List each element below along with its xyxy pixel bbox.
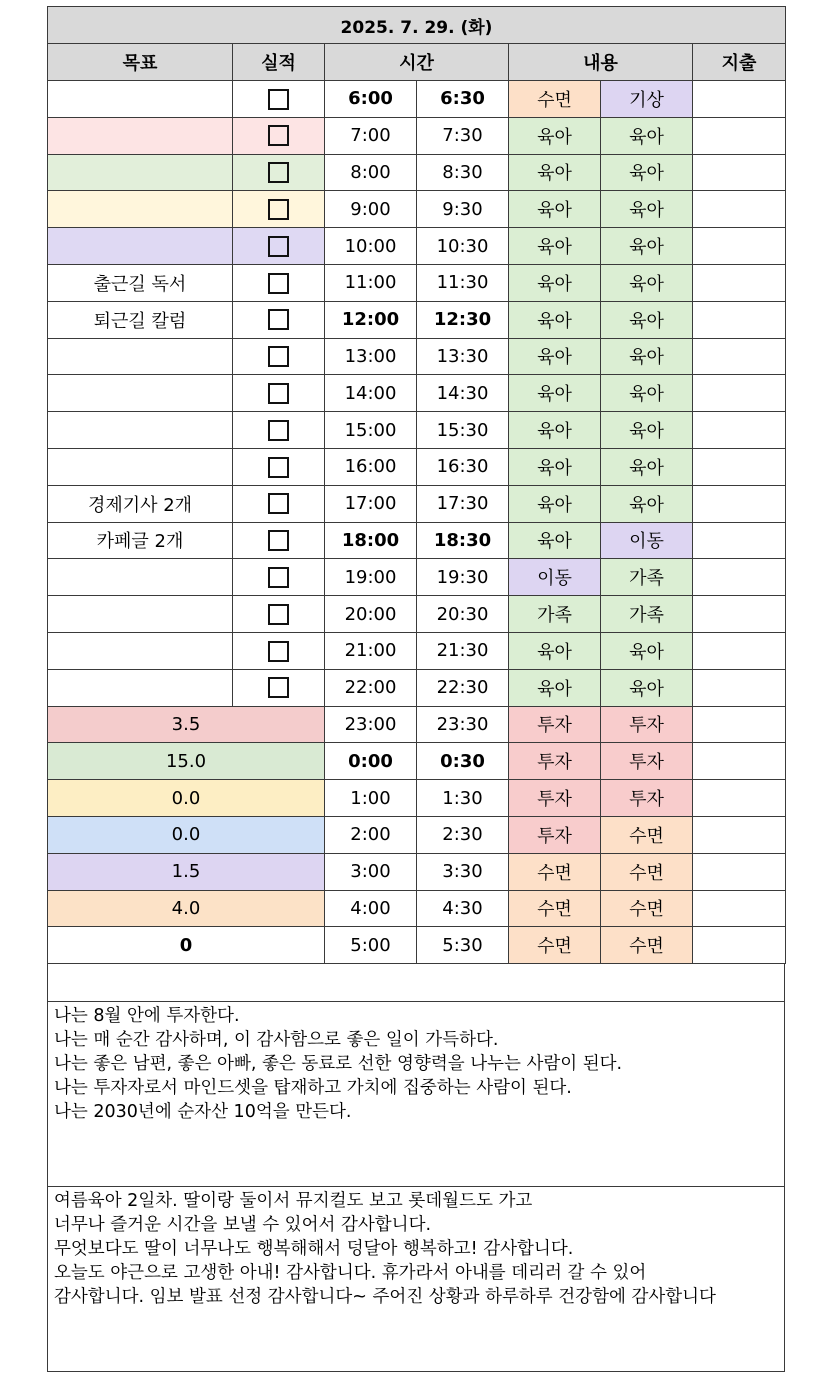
content-cell[interactable]: 수면 xyxy=(601,816,693,853)
done-cell xyxy=(233,412,325,449)
header-time: 시간 xyxy=(325,44,509,81)
affirmations-box[interactable] xyxy=(47,1002,785,1187)
goal-cell[interactable] xyxy=(48,154,233,191)
content-cell[interactable]: 육아 xyxy=(601,228,693,265)
time-half: 18:30 xyxy=(417,522,509,559)
schedule-row xyxy=(48,596,786,633)
goal-cell[interactable] xyxy=(48,448,233,485)
checkbox-icon[interactable] xyxy=(268,493,289,514)
spend-cell[interactable] xyxy=(693,706,786,743)
gratitude-line: 너무나 즐거운 시간을 보낼 수 있어서 감사합니다. xyxy=(54,1215,432,1236)
affirmation-line: 나는 좋은 남편, 좋은 아빠, 좋은 동료로 선한 영향력을 나누는 사람이 된다. xyxy=(54,1054,623,1075)
checkbox-icon[interactable] xyxy=(268,383,289,404)
schedule-row xyxy=(48,448,786,485)
time-start: 4:00 xyxy=(325,890,417,927)
content-cell[interactable]: 육아 xyxy=(509,228,601,265)
done-cell xyxy=(233,559,325,596)
time-start: 15:00 xyxy=(325,412,417,449)
time-half: 7:30 xyxy=(417,117,509,154)
time-start: 23:00 xyxy=(325,706,417,743)
spend-cell[interactable] xyxy=(693,412,786,449)
done-cell xyxy=(233,264,325,301)
goal-cell[interactable] xyxy=(48,669,233,706)
time-half: 19:30 xyxy=(417,559,509,596)
time-half: 22:30 xyxy=(417,669,509,706)
content-cell[interactable]: 수면 xyxy=(601,853,693,890)
content-cell[interactable]: 수면 xyxy=(509,927,601,964)
time-start: 14:00 xyxy=(325,375,417,412)
time-start: 18:00 xyxy=(325,522,417,559)
content-cell[interactable]: 이동 xyxy=(601,522,693,559)
content-cell[interactable]: 육아 xyxy=(509,191,601,228)
affirmation-line: 나는 투자자로서 마인드셋을 탑재하고 가치에 집중하는 사람이 된다. xyxy=(54,1078,572,1099)
time-start: 12:00 xyxy=(325,301,417,338)
goal-cell[interactable] xyxy=(48,412,233,449)
checkbox-icon[interactable] xyxy=(268,162,289,183)
content-cell[interactable]: 육아 xyxy=(601,412,693,449)
time-half: 8:30 xyxy=(417,154,509,191)
content-cell[interactable]: 육아 xyxy=(509,264,601,301)
spend-cell[interactable] xyxy=(693,743,786,780)
summary-cell[interactable]: 15.0 xyxy=(48,743,325,780)
schedule-row xyxy=(48,559,786,596)
checkbox-icon[interactable] xyxy=(268,420,289,441)
time-start: 20:00 xyxy=(325,596,417,633)
spend-cell[interactable] xyxy=(693,228,786,265)
checkbox-icon[interactable] xyxy=(268,530,289,551)
spend-cell[interactable] xyxy=(693,816,786,853)
schedule-row xyxy=(48,301,786,338)
done-cell xyxy=(233,485,325,522)
schedule-table xyxy=(47,6,786,964)
checkbox-icon[interactable] xyxy=(268,89,289,110)
content-cell[interactable]: 수면 xyxy=(601,890,693,927)
time-start: 6:00 xyxy=(325,81,417,118)
content-cell[interactable]: 육아 xyxy=(601,264,693,301)
time-start: 22:00 xyxy=(325,669,417,706)
done-cell xyxy=(233,154,325,191)
content-cell[interactable]: 육아 xyxy=(601,301,693,338)
schedule-row xyxy=(48,522,786,559)
content-cell[interactable]: 투자 xyxy=(601,706,693,743)
checkbox-icon[interactable] xyxy=(268,641,289,662)
time-half: 16:30 xyxy=(417,448,509,485)
checkbox-icon[interactable] xyxy=(268,457,289,478)
spend-cell[interactable] xyxy=(693,301,786,338)
spend-cell[interactable] xyxy=(693,559,786,596)
content-cell[interactable]: 투자 xyxy=(601,780,693,817)
affirmation-line: 나는 8월 안에 투자한다. xyxy=(54,1006,240,1027)
date-title: 2025. 7. 29. (화) xyxy=(48,7,786,44)
time-half: 12:30 xyxy=(417,301,509,338)
goal-cell[interactable] xyxy=(48,338,233,375)
goal-cell[interactable] xyxy=(48,117,233,154)
spend-cell[interactable] xyxy=(693,596,786,633)
header-spend: 지출 xyxy=(693,44,786,81)
time-half: 17:30 xyxy=(417,485,509,522)
checkbox-icon[interactable] xyxy=(268,309,289,330)
spend-cell[interactable] xyxy=(693,81,786,118)
summary-cell[interactable]: 3.5 xyxy=(48,706,325,743)
content-cell[interactable]: 육아 xyxy=(509,117,601,154)
done-cell xyxy=(233,632,325,669)
time-half: 3:30 xyxy=(417,853,509,890)
done-cell xyxy=(233,338,325,375)
spend-cell[interactable] xyxy=(693,117,786,154)
time-half: 10:30 xyxy=(417,228,509,265)
goal-cell[interactable]: 카페글 2개 xyxy=(48,522,233,559)
content-cell[interactable]: 육아 xyxy=(509,522,601,559)
time-half: 5:30 xyxy=(417,927,509,964)
time-half: 2:30 xyxy=(417,816,509,853)
content-cell[interactable]: 투자 xyxy=(509,743,601,780)
summary-cell[interactable]: 0 xyxy=(48,927,325,964)
spend-cell[interactable] xyxy=(693,485,786,522)
done-cell xyxy=(233,81,325,118)
content-cell[interactable]: 이동 xyxy=(509,559,601,596)
time-start: 0:00 xyxy=(325,743,417,780)
done-cell xyxy=(233,301,325,338)
content-cell[interactable]: 육아 xyxy=(601,669,693,706)
content-cell[interactable]: 육아 xyxy=(601,338,693,375)
affirmation-line: 나는 2030년에 순자산 10억을 만든다. xyxy=(54,1102,352,1123)
done-cell xyxy=(233,191,325,228)
content-cell[interactable]: 육아 xyxy=(601,191,693,228)
goal-cell[interactable] xyxy=(48,228,233,265)
schedule-row xyxy=(48,927,786,964)
checkbox-icon[interactable] xyxy=(268,125,289,146)
time-start: 16:00 xyxy=(325,448,417,485)
done-cell xyxy=(233,117,325,154)
content-cell[interactable]: 수면 xyxy=(509,853,601,890)
summary-cell[interactable]: 0.0 xyxy=(48,816,325,853)
content-cell[interactable]: 육아 xyxy=(601,632,693,669)
content-cell[interactable]: 육아 xyxy=(509,375,601,412)
goal-cell[interactable] xyxy=(48,632,233,669)
header-content: 내용 xyxy=(509,44,693,81)
checkbox-icon[interactable] xyxy=(268,199,289,220)
header-goal: 목표 xyxy=(48,44,233,81)
goal-cell[interactable] xyxy=(48,375,233,412)
spacer-row xyxy=(47,964,785,1002)
content-cell[interactable]: 수면 xyxy=(509,81,601,118)
content-cell[interactable]: 투자 xyxy=(601,743,693,780)
goal-cell[interactable]: 출근길 독서 xyxy=(48,264,233,301)
gratitude-line: 오늘도 야근으로 고생한 아내! 감사합니다. 휴가라서 아내를 데리러 갈 수 있어 xyxy=(54,1263,647,1284)
schedule-row xyxy=(48,154,786,191)
schedule-row xyxy=(48,853,786,890)
spend-cell[interactable] xyxy=(693,448,786,485)
time-half: 1:30 xyxy=(417,780,509,817)
content-cell[interactable]: 가족 xyxy=(601,596,693,633)
spend-cell[interactable] xyxy=(693,780,786,817)
gratitude-box[interactable] xyxy=(47,1187,785,1372)
done-cell xyxy=(233,669,325,706)
summary-cell[interactable]: 1.5 xyxy=(48,853,325,890)
content-cell[interactable]: 육아 xyxy=(509,669,601,706)
goal-cell[interactable] xyxy=(48,559,233,596)
schedule-row xyxy=(48,669,786,706)
spend-cell[interactable] xyxy=(693,191,786,228)
schedule-row xyxy=(48,632,786,669)
spend-cell[interactable] xyxy=(693,375,786,412)
spend-cell[interactable] xyxy=(693,853,786,890)
affirmation-line: 나는 매 순간 감사하며, 이 감사함으로 좋은 일이 가득하다. xyxy=(54,1030,499,1051)
checkbox-icon[interactable] xyxy=(268,677,289,698)
content-cell[interactable]: 투자 xyxy=(509,706,601,743)
spend-cell[interactable] xyxy=(693,338,786,375)
goal-cell[interactable]: 경제기사 2개 xyxy=(48,485,233,522)
content-cell[interactable]: 육아 xyxy=(601,375,693,412)
done-cell xyxy=(233,375,325,412)
time-half: 13:30 xyxy=(417,338,509,375)
time-half: 0:30 xyxy=(417,743,509,780)
checkbox-icon[interactable] xyxy=(268,604,289,625)
schedule-row xyxy=(48,706,786,743)
goal-cell[interactable] xyxy=(48,81,233,118)
spend-cell[interactable] xyxy=(693,890,786,927)
schedule-row xyxy=(48,780,786,817)
checkbox-icon[interactable] xyxy=(268,273,289,294)
time-half: 15:30 xyxy=(417,412,509,449)
schedule-row xyxy=(48,485,786,522)
goal-cell[interactable]: 퇴근길 칼럼 xyxy=(48,301,233,338)
content-cell[interactable]: 투자 xyxy=(509,780,601,817)
done-cell xyxy=(233,596,325,633)
goal-cell[interactable] xyxy=(48,191,233,228)
schedule-row xyxy=(48,743,786,780)
time-start: 19:00 xyxy=(325,559,417,596)
time-half: 23:30 xyxy=(417,706,509,743)
content-cell[interactable]: 육아 xyxy=(509,338,601,375)
gratitude-line: 무엇보다도 딸이 너무나도 행복해해서 덩달아 행복하고! 감사합니다. xyxy=(54,1239,574,1260)
time-start: 1:00 xyxy=(325,780,417,817)
content-cell[interactable]: 육아 xyxy=(509,448,601,485)
content-cell[interactable]: 육아 xyxy=(509,412,601,449)
content-cell[interactable]: 육아 xyxy=(601,448,693,485)
content-cell[interactable]: 수면 xyxy=(601,927,693,964)
time-start: 3:00 xyxy=(325,853,417,890)
time-start: 2:00 xyxy=(325,816,417,853)
schedule-row xyxy=(48,412,786,449)
gratitude-line: 감사합니다. 임보 발표 선정 감사합니다~ 주어진 상황과 하루하루 건강함에 감사합니다 xyxy=(54,1287,716,1308)
schedule-row xyxy=(48,890,786,927)
time-half: 11:30 xyxy=(417,264,509,301)
spend-cell[interactable] xyxy=(693,264,786,301)
time-start: 13:00 xyxy=(325,338,417,375)
schedule-row xyxy=(48,816,786,853)
spend-cell[interactable] xyxy=(693,154,786,191)
time-half: 21:30 xyxy=(417,632,509,669)
time-start: 5:00 xyxy=(325,927,417,964)
checkbox-icon[interactable] xyxy=(268,567,289,588)
time-start: 8:00 xyxy=(325,154,417,191)
time-half: 9:30 xyxy=(417,191,509,228)
content-cell[interactable]: 육아 xyxy=(601,154,693,191)
time-start: 21:00 xyxy=(325,632,417,669)
time-half: 14:30 xyxy=(417,375,509,412)
time-half: 6:30 xyxy=(417,81,509,118)
done-cell xyxy=(233,522,325,559)
summary-cell[interactable]: 4.0 xyxy=(48,890,325,927)
done-cell xyxy=(233,448,325,485)
content-cell[interactable]: 육아 xyxy=(601,485,693,522)
spend-cell[interactable] xyxy=(693,669,786,706)
schedule-row xyxy=(48,264,786,301)
time-start: 11:00 xyxy=(325,264,417,301)
content-cell[interactable]: 가족 xyxy=(509,596,601,633)
content-cell[interactable]: 육아 xyxy=(509,632,601,669)
schedule-row xyxy=(48,338,786,375)
content-cell[interactable]: 수면 xyxy=(509,890,601,927)
schedule-row xyxy=(48,117,786,154)
time-start: 10:00 xyxy=(325,228,417,265)
done-cell xyxy=(233,228,325,265)
header-done: 실적 xyxy=(233,44,325,81)
daily-planner-sheet xyxy=(47,6,785,1372)
time-half: 20:30 xyxy=(417,596,509,633)
content-cell[interactable]: 투자 xyxy=(509,816,601,853)
content-cell[interactable]: 기상 xyxy=(601,81,693,118)
time-start: 9:00 xyxy=(325,191,417,228)
content-cell[interactable]: 육아 xyxy=(509,154,601,191)
schedule-row xyxy=(48,375,786,412)
content-cell[interactable]: 가족 xyxy=(601,559,693,596)
checkbox-icon[interactable] xyxy=(268,346,289,367)
summary-cell[interactable]: 0.0 xyxy=(48,780,325,817)
content-cell[interactable]: 육아 xyxy=(509,485,601,522)
checkbox-icon[interactable] xyxy=(268,236,289,257)
schedule-row xyxy=(48,228,786,265)
gratitude-line: 여름육아 2일차. 딸이랑 둘이서 뮤지컬도 보고 롯데월드도 가고 xyxy=(54,1191,533,1212)
schedule-row xyxy=(48,81,786,118)
content-cell[interactable]: 육아 xyxy=(601,117,693,154)
time-start: 7:00 xyxy=(325,117,417,154)
time-start: 17:00 xyxy=(325,485,417,522)
goal-cell[interactable] xyxy=(48,596,233,633)
schedule-row xyxy=(48,191,786,228)
content-cell[interactable]: 육아 xyxy=(509,301,601,338)
spend-cell[interactable] xyxy=(693,927,786,964)
spend-cell[interactable] xyxy=(693,522,786,559)
spend-cell[interactable] xyxy=(693,632,786,669)
time-half: 4:30 xyxy=(417,890,509,927)
